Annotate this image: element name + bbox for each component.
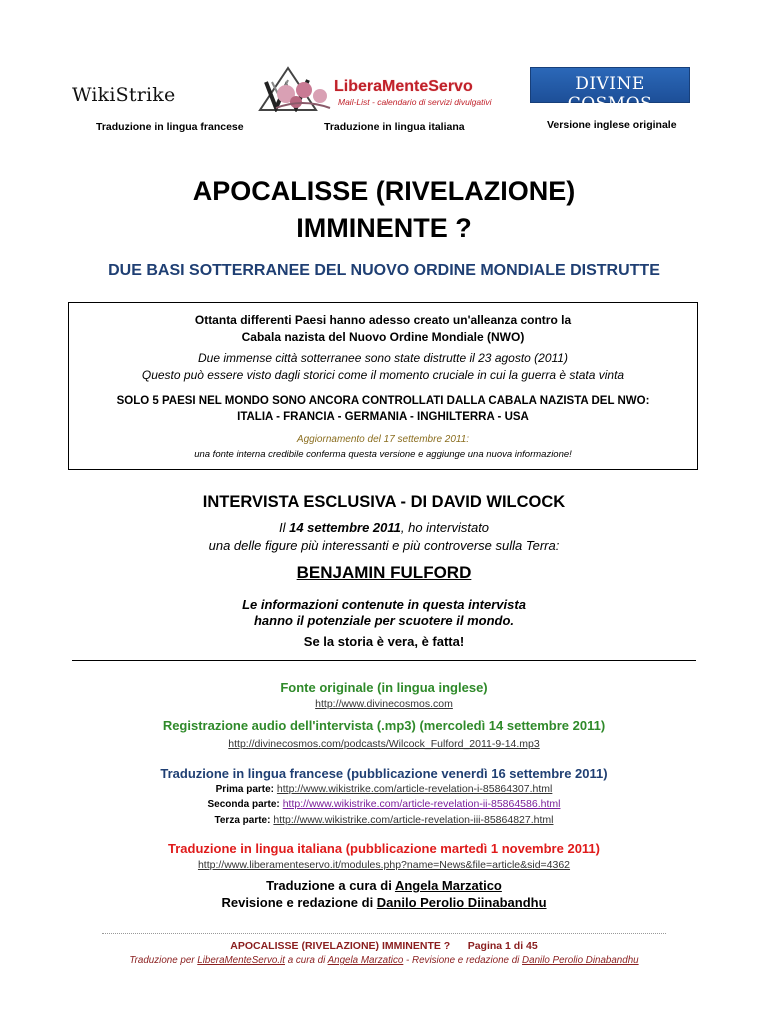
- footer-divider: [102, 933, 666, 934]
- part-label: Seconda parte:: [207, 799, 280, 810]
- interview-intro-2: una delle figure più interessanti e più controverse sulla Terra:: [208, 538, 560, 553]
- part-link[interactable]: http://www.wikistrike.com/article-revelation-iii-85864827.html: [273, 814, 554, 826]
- credit-prefix: Traduzione a cura di: [266, 878, 395, 893]
- audio-link[interactable]: [0, 738, 768, 750]
- italian-translation-label: Traduzione in lingua italiana (pubblicazione martedì 1 novembre 2011): [168, 841, 600, 856]
- interview-intro-1: [0, 520, 768, 535]
- credit-prefix: Revisione e redazione di: [221, 895, 377, 910]
- interviewee-name: BENJAMIN FULFORD: [296, 563, 472, 582]
- part-label: Terza parte:: [214, 815, 271, 826]
- revision-credit: [0, 895, 768, 910]
- divider: [72, 660, 696, 661]
- summary-line-6: ITALIA - FRANCIA - GERMANIA - INGHILTERRA - USA: [237, 411, 529, 423]
- caption-italian: Traduzione in lingua italiana: [324, 121, 465, 133]
- summary-line-2: Cabala nazista del Nuovo Ordine Mondiale (NWO): [241, 330, 525, 344]
- part-link[interactable]: http://www.wikistrike.com/article-revelation-ii-85864586.html: [282, 798, 561, 810]
- wikistrike-logo-text: WikiStrike: [72, 84, 176, 106]
- page-title-line-2: IMMINENTE ?: [296, 213, 472, 243]
- italian-translation-link[interactable]: [0, 859, 768, 871]
- french-part-2: [0, 798, 768, 810]
- rose-icon: [272, 78, 332, 112]
- update-date: Aggiornamento del 17 settembre 2011:: [296, 434, 470, 445]
- summary-line-3: Due immense città sotterranee sono state distrutte il 23 agosto (2011): [198, 351, 568, 365]
- italian-url[interactable]: http://www.liberamenteservo.it/modules.php?name=News&file=article&sid=4362: [197, 859, 571, 871]
- french-part-1: [0, 783, 768, 795]
- liberamenteservo-logo-subtitle: Mail-List - calendario di servizi divulgativi: [338, 97, 492, 107]
- original-source-link[interactable]: [0, 698, 768, 710]
- info-line-1: Le informazioni contenute in questa intervista: [242, 597, 526, 612]
- fc-a: Traduzione per: [129, 955, 198, 966]
- fc-c: a cura di: [284, 955, 328, 966]
- intro-prefix: Il: [278, 520, 290, 535]
- story-line: Se la storia è vera, è fatta!: [303, 634, 465, 649]
- divinecosmos-logo-text: DIVINE COSMOS: [567, 74, 653, 114]
- caption-french: Traduzione in lingua francese: [96, 121, 244, 133]
- update-text: una fonte interna credibile conferma questa versione e aggiunge una nuova informazione!: [194, 449, 572, 460]
- divinecosmos-logo[interactable]: [530, 67, 690, 114]
- part-link[interactable]: http://www.wikistrike.com/article-revelation-i-85864307.html: [276, 783, 553, 795]
- audio-url[interactable]: http://divinecosmos.com/podcasts/Wilcock_Fulford_2011-9-14.mp3: [228, 738, 540, 750]
- original-source-label: Fonte originale (in lingua inglese): [280, 680, 488, 695]
- intro-suffix: , ho intervistato: [400, 520, 490, 535]
- page-title-line-1: APOCALISSE (RIVELAZIONE): [192, 176, 576, 206]
- fc-e: - Revisione e redazione di: [403, 955, 523, 966]
- footer-credit: [0, 955, 768, 966]
- summary-line-5: SOLO 5 PAESI NEL MONDO SONO ANCORA CONTROLLATI DALLA CABALA NAZISTA DEL NWO:: [116, 395, 650, 407]
- reviser-name[interactable]: Danilo Perolio Diinabandhu: [376, 895, 547, 910]
- wikistrike-logo[interactable]: [72, 66, 272, 112]
- page-subtitle: DUE BASI SOTTERRANEE DEL NUOVO ORDINE MONDIALE DISTRUTTE: [108, 262, 660, 279]
- interview-heading: INTERVISTA ESCLUSIVA - DI DAVID WILCOCK: [202, 493, 566, 511]
- french-translation-label: Traduzione in lingua francese (pubblicazione venerdì 16 settembre 2011): [160, 766, 608, 781]
- caption-english: Versione inglese originale: [547, 119, 677, 131]
- footer-title: APOCALISSE (RIVELAZIONE) IMMINENTE ? Pagina 1 di 45: [230, 940, 538, 952]
- fc-translator[interactable]: Angela Marzatico: [327, 955, 404, 966]
- fc-reviser[interactable]: Danilo Perolio Dinabandhu: [522, 955, 639, 966]
- liberamenteservo-logo[interactable]: [272, 74, 512, 114]
- summary-line-1: Ottanta differenti Paesi hanno adesso creato un'alleanza contro la: [194, 313, 572, 327]
- french-part-3: [0, 814, 768, 826]
- translation-credit: [0, 878, 768, 893]
- liberamenteservo-logo-title: LiberaMenteServo: [334, 78, 473, 95]
- info-line-2: hanno il potenziale per scuotere il mondo.: [253, 613, 515, 628]
- part-label: Prima parte:: [215, 784, 274, 795]
- interview-date: 14 settembre 2011: [289, 520, 401, 535]
- fc-site[interactable]: LiberaMenteServo.it: [197, 955, 285, 966]
- summary-box: [68, 302, 698, 470]
- summary-line-4: Questo può essere visto dagli storici come il momento cruciale in cui la guerra è stata vinta: [141, 368, 625, 382]
- translator-name[interactable]: Angela Marzatico: [394, 878, 502, 893]
- audio-label: Registrazione audio dell'intervista (.mp3) (mercoledì 14 settembre 2011): [162, 718, 606, 733]
- original-source-url[interactable]: http://www.divinecosmos.com: [315, 698, 453, 710]
